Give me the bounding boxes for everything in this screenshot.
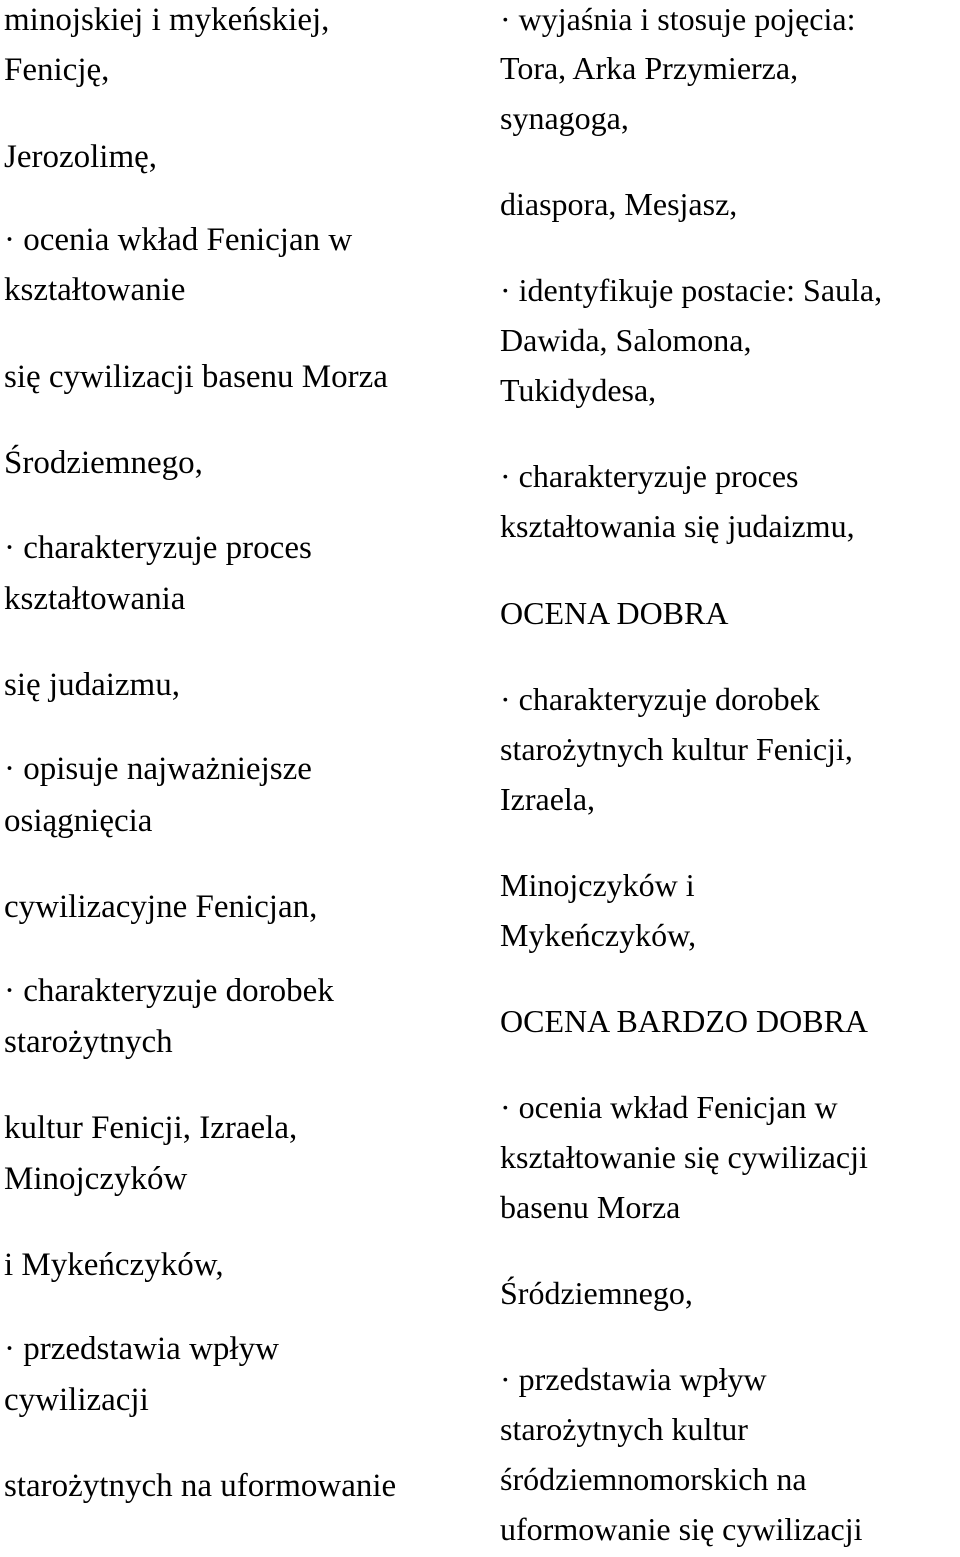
text-line: kształtowanie	[4, 272, 186, 308]
text-line: się judaizmu,	[4, 667, 180, 703]
text-line: śródziemnomorskich na	[500, 1461, 807, 1497]
text-line: diaspora, Mesjasz,	[500, 186, 738, 222]
text-line: · ocenia wkład Fenicjan w	[4, 222, 353, 258]
text-line: Jerozolimę,	[4, 139, 158, 175]
text-line: Tora, Arka Przymierza,	[500, 50, 799, 86]
text-line: kształtowania się judaizmu,	[500, 508, 855, 544]
text-line: kształtowanie się cywilizacji	[500, 1139, 868, 1175]
text-line: się cywilizacji basenu Morza	[4, 359, 388, 395]
text-line: Izraela,	[500, 781, 596, 817]
text-line: minojskiej i mykeńskiej,	[4, 2, 330, 38]
text-line: basenu Morza	[500, 1189, 681, 1225]
text-line: Fenicję,	[4, 52, 110, 88]
text-line: · przedstawia wpływ	[500, 1361, 767, 1397]
text-line: · ocenia wkład Fenicjan w	[500, 1089, 838, 1125]
grade-heading: OCENA BARDZO DOBRA	[500, 1003, 869, 1039]
text-line: starożytnych na uformowanie	[4, 1468, 397, 1504]
text-line: Śródziemnego,	[500, 1275, 693, 1311]
text-line: · wyjaśnia i stosuje pojęcia:	[500, 1, 856, 37]
text-line: i Mykeńczyków,	[4, 1247, 224, 1283]
text-line: uformowanie się cywilizacji	[500, 1511, 863, 1547]
text-line: cywilizacyjne Fenicjan,	[4, 889, 318, 925]
text-line: Minojczyków	[4, 1161, 188, 1197]
text-line: Mykeńczyków,	[500, 917, 697, 953]
text-line: · charakteryzuje dorobek	[4, 973, 334, 1009]
text-line: starożytnych	[4, 1024, 173, 1060]
text-line: synagoga,	[500, 100, 629, 136]
text-line: Dawida, Salomona,	[500, 322, 752, 358]
text-line: · identyfikuje postacie: Saula,	[500, 272, 883, 308]
text-line: Minojczyków i	[500, 867, 695, 903]
text-line: osiągnięcia	[4, 803, 153, 839]
text-line: Środziemnego,	[4, 445, 203, 481]
text-line: kształtowania	[4, 581, 186, 617]
text-line: · charakteryzuje proces	[4, 530, 312, 566]
text-line: starożytnych kultur Fenicji,	[500, 731, 853, 767]
text-line: starożytnych kultur	[500, 1411, 748, 1447]
text-line: · przedstawia wpływ	[4, 1331, 279, 1367]
text-line: · charakteryzuje dorobek	[500, 681, 820, 717]
text-line: Tukidydesa,	[500, 372, 657, 408]
text-line: kultur Fenicji, Izraela,	[4, 1110, 298, 1146]
text-line: · charakteryzuje proces	[500, 458, 799, 494]
grade-heading: OCENA DOBRA	[500, 595, 729, 631]
text-line: · opisuje najważniejsze	[4, 751, 312, 787]
text-line: cywilizacji	[4, 1382, 149, 1418]
